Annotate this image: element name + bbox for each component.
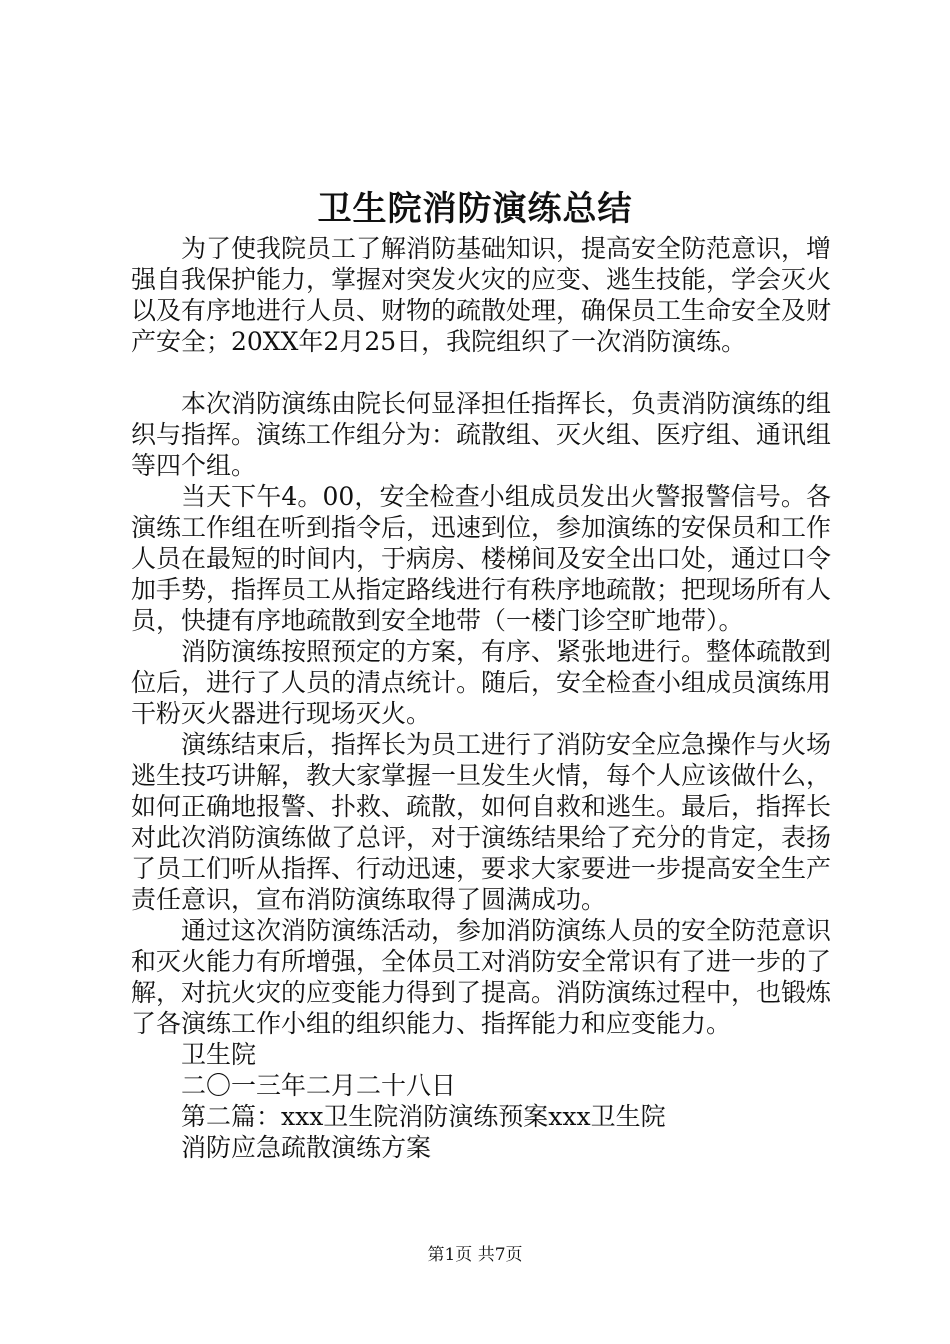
document-body — [131, 233, 831, 1163]
signature-date: 二〇一三年二月二十八日 — [181, 1071, 457, 1100]
document-title: 卫生院消防演练总结 — [317, 189, 633, 229]
paragraph-organization: 本次消防演练由院长何显泽担任指挥长，负责消防演练的组织与指挥。演练工作组分为：疏散组、灭火组、医疗组、通讯组等四个组。 — [131, 389, 832, 480]
paragraph-firefighting: 消防演练按照预定的方案，有序、紧张地进行。整体疏散到位后，进行了人员的清点统计。随后，安全检查小组成员演练用干粉灭火器进行现场灭火。 — [131, 637, 832, 728]
paragraph-evacuation: 当天下午4。00，安全检查小组成员发出火警报警信号。各演练工作组在听到指令后，迅速到位，参加演练的安保员和工作人员在最短的时间内，于病房、楼梯间及安全出口处，通过口令加手势，指挥员工从指定路线进行有秩序地疏散；把现场所有人员，快捷有序地疏散到安全地带（一楼门诊空旷地带）。 — [131, 482, 832, 635]
page-number-footer: 第1页 共7页 — [427, 1245, 523, 1265]
next-section-subheading: 消防应急疏散演练方案 — [181, 1133, 432, 1162]
paragraph-intro: 为了使我院员工了解消防基础知识，提高安全防范意识，增强自我保护能力，掌握对突发火灾的应变、逃生技能，学会灭火以及有序地进行人员、财物的疏散处理，确保员工生命安全及财产安全；20XX年2月25日，我院组织了一次消防演练。 — [131, 234, 832, 356]
paragraph-training: 演练结束后，指挥长为员工进行了消防安全应急操作与火场逃生技巧讲解，教大家掌握一旦发生火情，每个人应该做什么，如何正确地报警、扑救、疏散，如何自救和逃生。最后，指挥长对此次消防演练做了总评，对于演练结果给了充分的肯定，表扬了员工们听从指挥、行动迅速，要求大家要进一步提高安全生产责任意识，宣布消防演练取得了圆满成功。 — [131, 730, 832, 914]
next-section-heading: 第二篇：xxx卫生院消防演练预案xxx卫生院 — [181, 1102, 666, 1131]
signature-organization: 卫生院 — [181, 1040, 257, 1069]
paragraph-conclusion: 通过这次消防演练活动，参加消防演练人员的安全防范意识和灭火能力有所增强，全体员工对消防安全常识有了进一步的了解，对抗火灾的应变能力得到了提高。消防演练过程中，也锻炼了各演练工作小组的组织能力、指挥能力和应变能力。 — [131, 916, 832, 1038]
